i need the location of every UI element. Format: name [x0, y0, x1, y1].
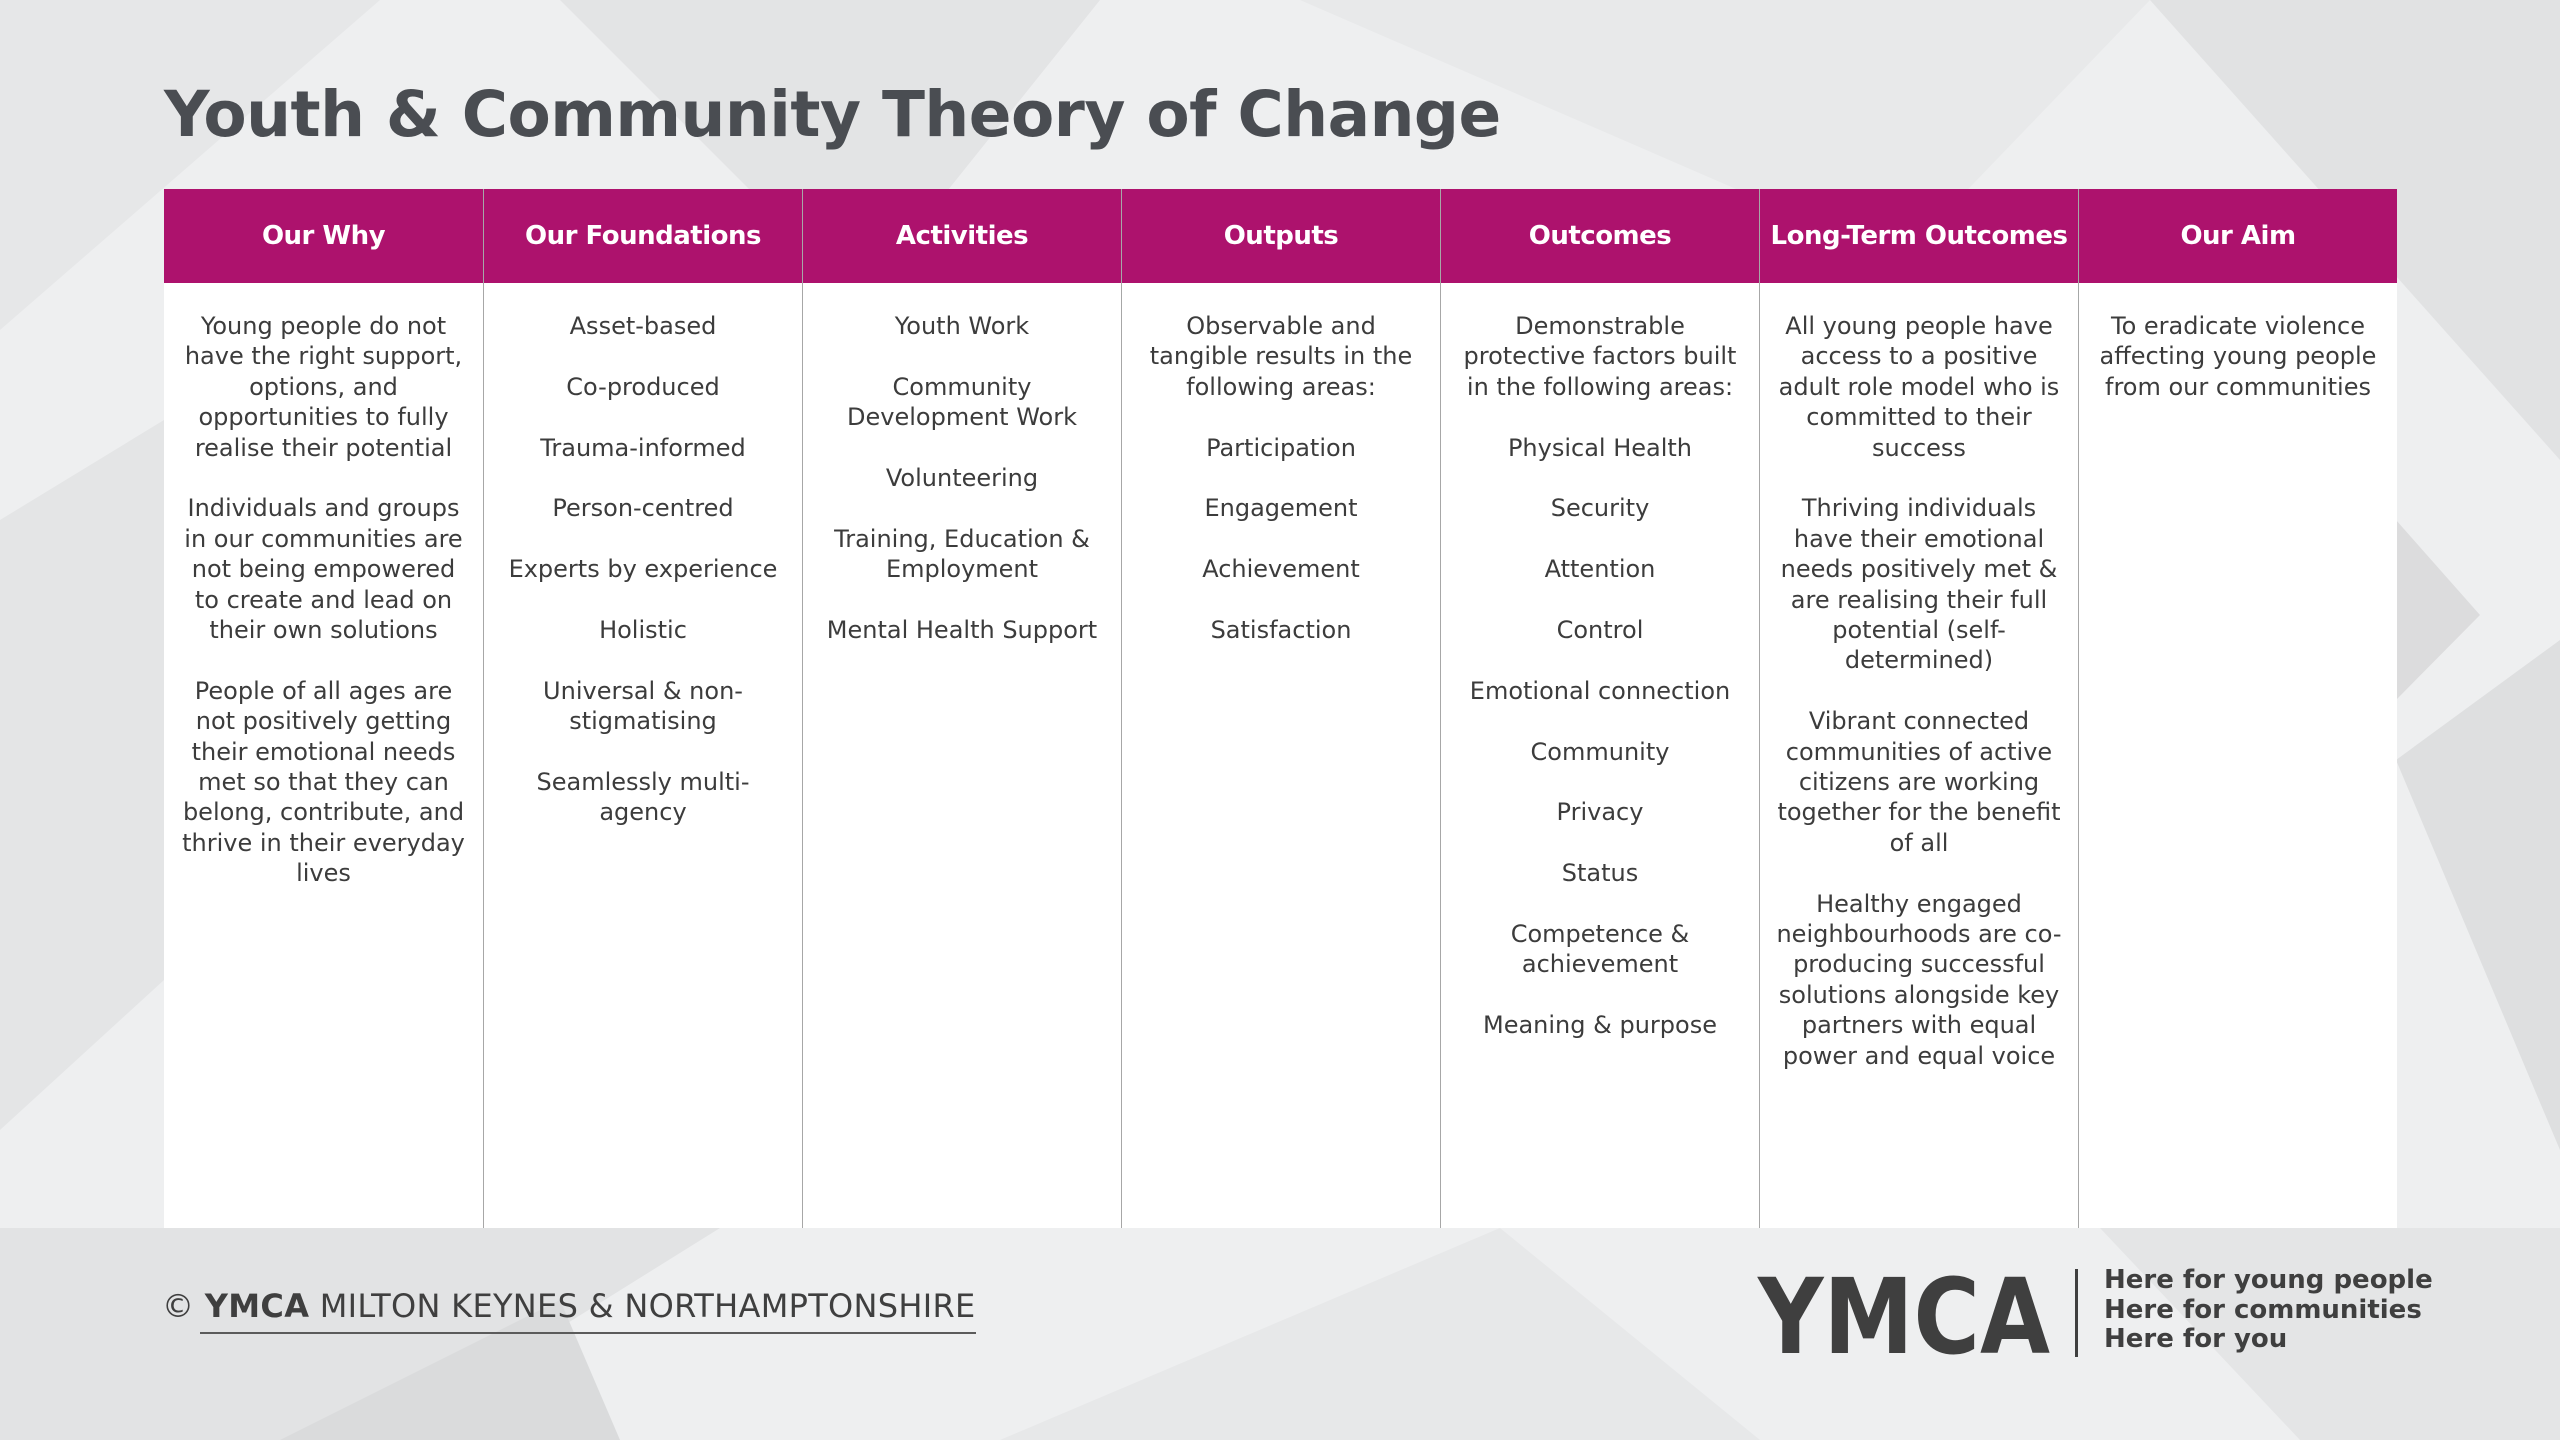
column-header: Outcomes	[1441, 189, 1759, 283]
column-header: Our Foundations	[484, 189, 802, 283]
list-item: Youth Work	[894, 312, 1030, 340]
list-item: Experts by experience	[508, 555, 778, 584]
list-item: Competence & achievement	[1510, 919, 1690, 979]
tagline-line: Here for communities	[2104, 1294, 2422, 1325]
column-body	[1122, 283, 1440, 1228]
copyright-underline	[200, 1332, 976, 1334]
list-item: Vibrant connected communities of active citizens are working together for the benefit of all	[1777, 707, 2061, 857]
list-item: Volunteering	[885, 464, 1039, 492]
list-item: Security	[1550, 494, 1650, 523]
list-item: Meaning & purpose	[1483, 1011, 1717, 1040]
copyright-symbol: ©	[162, 1287, 195, 1325]
copyright-line	[162, 1287, 976, 1325]
ymca-logo	[1756, 1256, 2052, 1378]
list-item: Control	[1556, 616, 1644, 644]
list-item: To eradicate violence affecting young people from our communities	[2099, 312, 2377, 401]
logo-divider	[2075, 1269, 2078, 1357]
list-item: Observable and tangible results in the following areas:	[1149, 312, 1413, 401]
list-item: All young people have access to a positive adult role model who is committed to their success	[1778, 312, 2060, 462]
list-item: Community Development Work	[847, 372, 1077, 432]
list-item: People of all ages are not positively getting their emotional needs met so that they can belong, contribute, and thrive in their everyday lives	[182, 676, 465, 888]
column-outputs	[1121, 189, 1440, 1228]
list-item: Person-centred	[552, 494, 734, 523]
list-item: Healthy engaged neighbourhoods are co-producing successful solutions alongside key partners with equal power and equal voice	[1776, 889, 2062, 1070]
column-body	[803, 283, 1121, 1228]
column-our-why	[164, 189, 483, 1228]
column-header: Outputs	[1122, 189, 1440, 283]
list-item: Status	[1561, 859, 1639, 888]
tagline-line: Here for you	[2104, 1324, 2288, 1354]
theory-of-change-table	[164, 189, 2396, 1228]
page-title: Youth & Community Theory of Change	[164, 78, 1501, 151]
list-item: Community	[1530, 737, 1670, 766]
list-item: Trauma-informed	[540, 433, 746, 462]
logo-text: YMCA	[1756, 1256, 2050, 1378]
column-header: Activities	[803, 189, 1121, 283]
list-item: Training, Education & Employment	[834, 524, 1090, 584]
column-activities	[802, 189, 1121, 1228]
list-item: Satisfaction	[1210, 616, 1352, 644]
tagline-line: Here for young people	[2104, 1265, 2433, 1295]
list-item: Thriving individuals have their emotional needs positively met & are realising their full potential (self-determined)	[1780, 494, 2058, 675]
tagline	[2104, 1266, 2433, 1355]
column-header: Long-Term Outcomes	[1760, 189, 2078, 283]
list-item: Holistic	[599, 615, 687, 644]
list-item: Physical Health	[1507, 433, 1693, 462]
list-item: Emotional connection	[1469, 676, 1731, 705]
column-header: Our Aim	[2079, 189, 2397, 283]
list-item: Individuals and groups in our communities are not being empowered to create and lead on their own solutions	[184, 494, 463, 645]
copyright-brand: YMCA	[204, 1287, 310, 1325]
list-item: Achievement	[1202, 555, 1360, 584]
column-body	[1441, 283, 1759, 1228]
column-our-aim	[2078, 189, 2397, 1228]
column-body	[1760, 283, 2078, 1228]
list-item: Mental Health Support	[826, 616, 1098, 644]
list-item: Privacy	[1556, 798, 1644, 827]
column-body	[164, 283, 483, 1228]
column-body	[484, 283, 802, 1228]
column-body	[2079, 283, 2397, 1228]
column-header: Our Why	[164, 189, 483, 283]
list-item: Engagement	[1204, 494, 1358, 523]
column-long-term-outcomes	[1759, 189, 2078, 1228]
list-item: Participation	[1206, 433, 1356, 462]
list-item: Attention	[1544, 555, 1656, 584]
column-our-foundations	[483, 189, 802, 1228]
copyright-region: MILTON KEYNES & NORTHAMPTONSHIRE	[319, 1287, 976, 1325]
list-item: Asset-based	[569, 312, 717, 340]
list-item: Universal & non-stigmatising	[543, 676, 743, 736]
list-item: Co-produced	[566, 372, 720, 401]
list-item: Seamlessly multi-agency	[536, 767, 750, 827]
list-item: Young people do not have the right support, options, and opportunities to fully realise their potential	[184, 312, 463, 462]
column-outcomes	[1440, 189, 1759, 1228]
list-item: Demonstrable protective factors built in the following areas:	[1463, 312, 1737, 401]
